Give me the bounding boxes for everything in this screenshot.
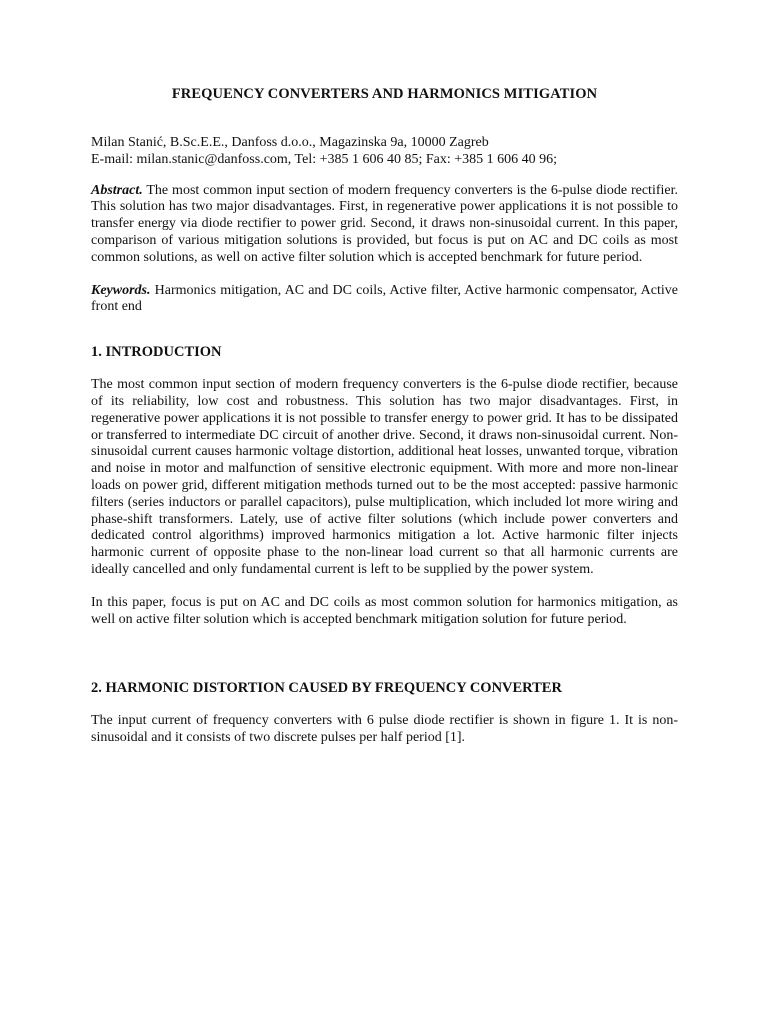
keywords-label: Keywords. xyxy=(91,282,151,298)
author-block xyxy=(91,135,678,169)
section-heading-harmonic-distortion: 2. HARMONIC DISTORTION CAUSED BY FREQUENCY CONVERTER xyxy=(91,680,562,697)
page-content xyxy=(91,86,678,747)
abstract-paragraph xyxy=(91,183,678,267)
section-heading-introduction: 1. INTRODUCTION xyxy=(91,344,222,361)
section2-paragraph-1: The input current of frequency converters with 6 pulse diode rectifier is shown in figure 1. It is non-sinusoidal and it consists of two discrete pulses per half period [1]. xyxy=(91,713,678,746)
contact-line: E-mail: milan.stanic@danfoss.com, Tel: +385 1 606 40 85; Fax: +385 1 606 40 96; xyxy=(91,151,558,167)
abstract-text: The most common input section of modern frequency converters is the 6-pulse diode rectifier. This solution has two major disadvantages. First, in regenerative power applications it is not possible to transfer energy via diode rectifier to power grid. Second, it draws non-sinusoidal current. In this paper, comparison of various mitigation solutions is provided, but focus is put on AC and DC coils as most common solutions, as well on active filter solution which is accepted benchmark for future period. xyxy=(91,182,678,265)
author-line: Milan Stanić, B.Sc.E.E., Danfoss d.o.o., Magazinska 9a, 10000 Zagreb xyxy=(91,135,489,150)
keywords-text: Harmonics mitigation, AC and DC coils, Active filter, Active harmonic compensator, Active front end xyxy=(91,282,678,315)
intro-paragraph-2: In this paper, focus is put on AC and DC coils as most common solution for harmonics mitigation, as well on active filter solution which is accepted benchmark mitigation solution for future period. xyxy=(91,594,678,627)
keywords-paragraph xyxy=(91,283,678,317)
paper-title: FREQUENCY CONVERTERS AND HARMONICS MITIGATION xyxy=(171,86,598,102)
intro-paragraph-1: The most common input section of modern frequency converters is the 6-pulse diode rectifier, because of its reliability, low cost and robustness. This solution has two major disadvantages. First, in regenerative power applications it is not possible to transfer energy to power grid. It has to be dissipated or transferred to intermediate DC circuit of another drive. Second, it draws non-sinusoidal current. Non-sinusoidal current causes harmonic voltage distortion, additional heat losses, unwanted torque, vibration and noise in motor and malfunction of sensitive electronic equipment. With more and more non-linear loads on power grid, different mitigation methods turned out to be the most accepted: passive harmonic filters (series inductors or parallel capacitors), pulse multiplication, which included lot more wiring and phase-shift transformers. Lately, use of active filter solutions (which include power converters and dedicated control algorithms) improved harmonics mitigation a lot. Active harmonic filter injects harmonic current of opposite phase to the non-linear load current so that all harmonic currents are ideally cancelled and only fundamental current is left to be supplied by the power system. xyxy=(91,377,678,577)
abstract-label: Abstract. xyxy=(91,182,143,198)
